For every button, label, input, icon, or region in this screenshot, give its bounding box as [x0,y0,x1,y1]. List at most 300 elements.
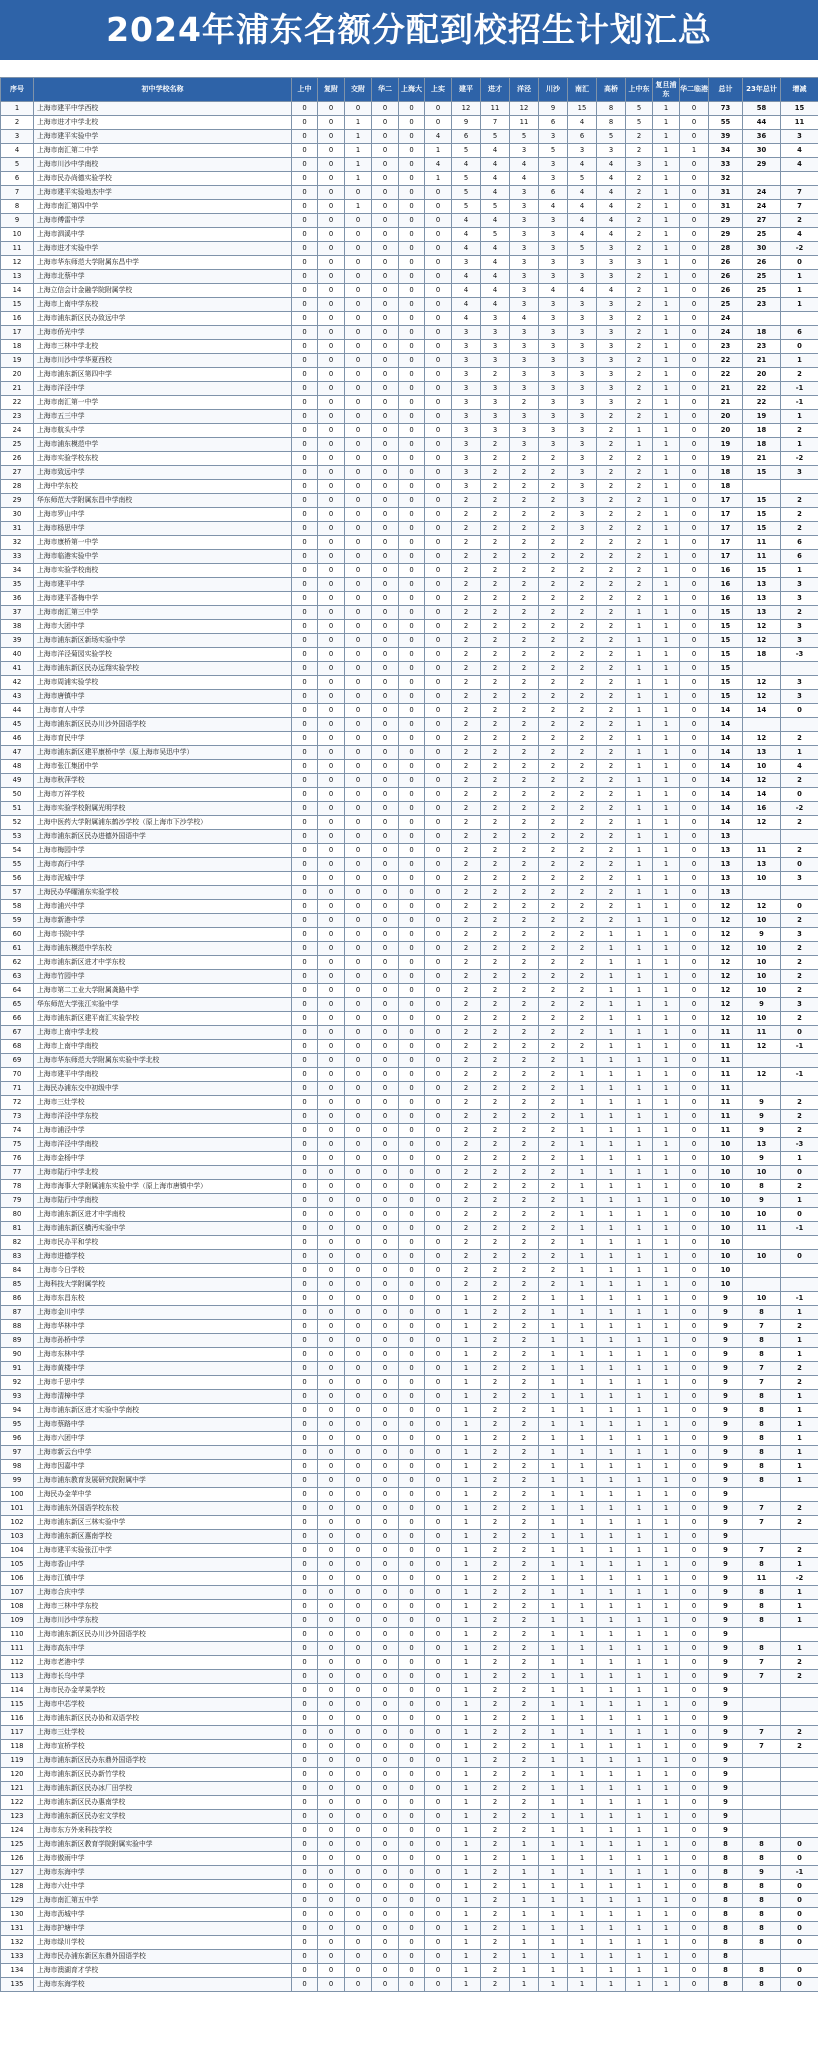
total-cell: 12 [709,900,743,914]
table-cell: 1 [452,1502,481,1516]
school-name-cell: 上海市六灶中学 [34,1880,292,1894]
change-cell: 1 [781,1418,818,1432]
last-year-total-cell: 11 [743,550,781,564]
table-cell: 1 [653,1460,680,1474]
table-row [1,1348,818,1362]
table-cell: 0 [372,1054,399,1068]
table-cell: 0 [292,1782,318,1796]
table-row [1,186,818,200]
table-row [1,1614,818,1628]
table-cell: 0 [345,508,372,522]
table-cell: 0 [318,1628,345,1642]
table-cell: 0 [680,1936,709,1950]
table-cell: 2 [539,634,568,648]
table-cell: 0 [345,256,372,270]
table-cell: 2 [452,634,481,648]
table-cell: 1 [626,1572,653,1586]
table-cell: 0 [372,214,399,228]
last-year-total-cell: 30 [743,144,781,158]
table-cell: 1 [626,774,653,788]
change-cell: 2 [781,1376,818,1390]
total-cell: 9 [709,1586,743,1600]
table-cell: 0 [345,396,372,410]
table-cell: 0 [345,1194,372,1208]
change-cell: 3 [781,690,818,704]
table-cell: 0 [292,1502,318,1516]
table-cell: 0 [399,186,425,200]
school-name-cell: 上海市三林中学北校 [34,340,292,354]
table-cell: 0 [372,326,399,340]
table-cell: 0 [318,186,345,200]
total-cell: 12 [709,1012,743,1026]
table-cell: 0 [399,1950,425,1964]
table-cell: 0 [345,1810,372,1824]
change-cell: 1 [781,1348,818,1362]
table-cell: 0 [399,928,425,942]
table-cell: 2 [452,550,481,564]
last-year-total-cell: 23 [743,298,781,312]
table-cell: 1 [597,1040,626,1054]
school-name-cell: 上海市六团中学 [34,1432,292,1446]
table-cell: 1 [568,1474,597,1488]
table-cell: 1 [597,1362,626,1376]
table-row [1,228,818,242]
table-row [1,1390,818,1404]
table-cell: 1 [452,1740,481,1754]
row-number-cell: 94 [1,1404,34,1418]
table-cell: 2 [452,522,481,536]
table-cell: 1 [626,1334,653,1348]
row-number-cell: 119 [1,1754,34,1768]
table-cell: 0 [399,130,425,144]
table-cell: 1 [653,102,680,116]
table-cell: 0 [680,1726,709,1740]
table-cell: 0 [399,1474,425,1488]
table-cell: 3 [452,340,481,354]
table-cell: 0 [680,214,709,228]
table-cell: 0 [399,1642,425,1656]
table-cell: 0 [292,1740,318,1754]
table-cell: 0 [372,1432,399,1446]
last-year-total-cell: 7 [743,1362,781,1376]
table-cell: 2 [481,1110,510,1124]
table-cell: 0 [292,732,318,746]
row-number-cell: 63 [1,970,34,984]
change-cell [781,662,818,676]
change-cell: 0 [781,1208,818,1222]
table-row [1,1558,818,1572]
table-cell: 0 [318,1390,345,1404]
table-cell: 0 [399,144,425,158]
table-cell: 0 [292,1264,318,1278]
table-cell: 2 [481,522,510,536]
last-year-total-cell: 10 [743,956,781,970]
table-cell: 2 [481,1936,510,1950]
table-cell: 4 [568,116,597,130]
table-cell: 0 [680,844,709,858]
change-cell [781,1278,818,1292]
table-cell: 0 [399,508,425,522]
table-cell: 0 [425,256,452,270]
table-cell: 1 [452,1922,481,1936]
table-cell: 1 [653,914,680,928]
table-cell: 1 [597,1670,626,1684]
column-header: 高桥 [597,78,626,102]
table-cell: 2 [568,550,597,564]
table-cell: 0 [399,1964,425,1978]
table-cell: 0 [345,718,372,732]
table-cell: 1 [653,466,680,480]
table-cell: 1 [653,1754,680,1768]
table-cell: 4 [510,172,539,186]
table-row [1,690,818,704]
table-cell: 0 [292,690,318,704]
table-cell: 2 [481,1824,510,1838]
table-cell: 0 [680,676,709,690]
table-cell: 0 [292,1852,318,1866]
table-cell: 0 [425,424,452,438]
table-cell: 0 [680,480,709,494]
table-cell: 0 [318,214,345,228]
table-cell: 0 [318,760,345,774]
total-cell: 9 [709,1530,743,1544]
table-cell: 5 [568,172,597,186]
table-cell: 0 [345,1754,372,1768]
table-cell: 1 [452,1698,481,1712]
last-year-total-cell [743,1698,781,1712]
table-cell: 1 [653,1866,680,1880]
table-cell: 0 [318,1852,345,1866]
table-cell: 0 [399,410,425,424]
table-cell: 1 [539,1558,568,1572]
table-cell: 0 [680,1404,709,1418]
table-cell: 1 [626,1292,653,1306]
row-number-cell: 102 [1,1516,34,1530]
table-cell: 1 [568,1054,597,1068]
table-cell: 1 [626,984,653,998]
table-cell: 1 [653,1572,680,1586]
total-cell: 11 [709,1040,743,1054]
table-cell: 0 [372,1726,399,1740]
row-number-cell: 96 [1,1432,34,1446]
table-cell: 2 [481,676,510,690]
table-row [1,424,818,438]
table-cell: 0 [372,998,399,1012]
table-cell: 1 [653,970,680,984]
table-cell: 1 [626,704,653,718]
table-cell: 0 [345,1236,372,1250]
table-cell: 0 [425,1460,452,1474]
table-cell: 3 [481,312,510,326]
table-cell: 1 [452,1866,481,1880]
table-cell: 1 [626,1348,653,1362]
total-cell: 15 [709,648,743,662]
table-cell: 0 [425,1068,452,1082]
table-cell: 2 [481,1208,510,1222]
last-year-total-cell: 11 [743,536,781,550]
table-cell: 1 [653,1628,680,1642]
table-cell: 1 [539,1572,568,1586]
table-cell: 5 [539,144,568,158]
last-year-total-cell: 8 [743,1418,781,1432]
table-cell: 0 [372,1558,399,1572]
change-cell: 6 [781,326,818,340]
table-cell: 0 [292,1278,318,1292]
table-cell: 0 [425,578,452,592]
total-cell: 8 [709,1880,743,1894]
table-cell: 1 [626,718,653,732]
table-cell: 0 [680,158,709,172]
table-cell: 4 [452,242,481,256]
row-number-cell: 41 [1,662,34,676]
table-cell: 0 [680,1460,709,1474]
table-cell: 2 [597,662,626,676]
school-name-cell: 上海民办金苹中学 [34,1488,292,1502]
table-cell: 0 [292,228,318,242]
table-cell: 1 [653,1936,680,1950]
table-cell: 2 [481,858,510,872]
table-cell: 0 [399,1810,425,1824]
table-cell: 2 [510,1166,539,1180]
table-cell: 0 [399,284,425,298]
table-cell: 1 [653,942,680,956]
change-cell: 1 [781,354,818,368]
table-cell: 0 [292,1040,318,1054]
table-cell: 0 [292,424,318,438]
table-cell: 2 [481,1502,510,1516]
total-cell: 20 [709,410,743,424]
table-cell: 1 [539,1880,568,1894]
table-cell: 0 [425,732,452,746]
table-cell: 1 [597,984,626,998]
table-cell: 0 [292,368,318,382]
table-cell: 2 [597,522,626,536]
table-cell: 0 [345,1880,372,1894]
change-cell: 6 [781,550,818,564]
table-row [1,1138,818,1152]
table-cell: 2 [626,354,653,368]
table-cell: 1 [539,1306,568,1320]
table-row [1,900,818,914]
table-cell: 1 [568,1124,597,1138]
table-cell: 0 [399,956,425,970]
row-number-cell: 101 [1,1502,34,1516]
table-row [1,1600,818,1614]
table-row [1,1250,818,1264]
table-cell: 1 [568,1558,597,1572]
change-cell: 0 [781,1880,818,1894]
table-cell: 1 [452,1306,481,1320]
total-cell: 14 [709,802,743,816]
table-cell: 1 [452,1292,481,1306]
total-cell: 8 [709,1852,743,1866]
table-cell: 3 [452,424,481,438]
table-row [1,1376,818,1390]
table-cell: 2 [452,704,481,718]
table-cell: 1 [597,1082,626,1096]
school-name-cell: 上海市侨光中学 [34,326,292,340]
table-cell: 0 [399,1026,425,1040]
last-year-total-cell: 8 [743,1474,781,1488]
total-cell: 9 [709,1656,743,1670]
school-name-cell: 上海市竹园中学 [34,970,292,984]
change-cell [781,1628,818,1642]
table-cell: 2 [539,1194,568,1208]
school-name-cell: 上海市因嘉中学 [34,1460,292,1474]
table-cell: 2 [452,662,481,676]
table-cell: 0 [292,130,318,144]
table-cell: 0 [292,802,318,816]
table-cell: 1 [626,1502,653,1516]
table-cell: 0 [425,1586,452,1600]
table-cell: 2 [452,998,481,1012]
change-cell: 2 [781,844,818,858]
school-name-cell: 上海市致远中学 [34,466,292,480]
last-year-total-cell [743,1712,781,1726]
table-cell: 0 [345,550,372,564]
table-cell: 2 [568,578,597,592]
table-cell: 1 [653,1250,680,1264]
column-header: 建平 [452,78,481,102]
last-year-total-cell: 7 [743,1544,781,1558]
table-cell: 2 [510,1684,539,1698]
table-cell: 0 [292,816,318,830]
total-cell: 13 [709,830,743,844]
table-row [1,858,818,872]
table-cell: 1 [510,1838,539,1852]
table-cell: 0 [399,1712,425,1726]
total-cell: 14 [709,760,743,774]
table-cell: 0 [372,1544,399,1558]
table-cell: 0 [345,1390,372,1404]
table-cell: 1 [568,1152,597,1166]
table-cell: 2 [568,760,597,774]
table-cell: 0 [399,1166,425,1180]
table-cell: 0 [292,1600,318,1614]
table-cell: 0 [680,494,709,508]
change-cell [781,1950,818,1964]
school-name-cell: 上海市南汇第三中学 [34,606,292,620]
table-cell: 0 [680,1516,709,1530]
table-cell: 1 [653,1656,680,1670]
table-cell: 3 [510,424,539,438]
row-number-cell: 15 [1,298,34,312]
table-cell: 0 [425,228,452,242]
table-cell: 1 [626,1908,653,1922]
row-number-cell: 65 [1,998,34,1012]
row-number-cell: 93 [1,1390,34,1404]
table-cell: 0 [372,1796,399,1810]
table-cell: 2 [452,886,481,900]
table-cell: 0 [680,1054,709,1068]
table-cell: 2 [597,508,626,522]
table-cell: 3 [539,396,568,410]
table-cell: 0 [345,942,372,956]
last-year-total-cell: 26 [743,256,781,270]
change-cell: -1 [781,382,818,396]
table-cell: 0 [318,1306,345,1320]
table-row [1,956,818,970]
table-cell: 2 [568,634,597,648]
table-row [1,620,818,634]
table-cell: 0 [292,830,318,844]
table-cell: 2 [481,1838,510,1852]
table-cell: 1 [597,1614,626,1628]
table-row [1,1474,818,1488]
table-cell: 0 [399,1040,425,1054]
table-cell: 3 [568,480,597,494]
row-number-cell: 76 [1,1152,34,1166]
table-cell: 1 [568,1362,597,1376]
row-number-cell: 60 [1,928,34,942]
table-cell: 5 [452,144,481,158]
table-row [1,1572,818,1586]
table-cell: 0 [318,158,345,172]
table-cell: 0 [399,578,425,592]
table-cell: 2 [626,242,653,256]
table-cell: 2 [568,676,597,690]
table-cell: 0 [425,298,452,312]
last-year-total-cell [743,1236,781,1250]
table-cell: 0 [372,1096,399,1110]
last-year-total-cell: 8 [743,1432,781,1446]
row-number-cell: 132 [1,1936,34,1950]
table-cell: 2 [510,1376,539,1390]
table-cell: 0 [345,354,372,368]
last-year-total-cell: 8 [743,1838,781,1852]
table-cell: 0 [318,872,345,886]
table-cell: 0 [680,1614,709,1628]
table-cell: 0 [318,1418,345,1432]
table-cell: 1 [597,1418,626,1432]
table-cell: 0 [345,1292,372,1306]
row-number-cell: 13 [1,270,34,284]
table-cell: 2 [481,368,510,382]
table-cell: 0 [318,1754,345,1768]
table-cell: 0 [345,480,372,494]
total-cell: 17 [709,508,743,522]
table-cell: 2 [510,1446,539,1460]
table-cell: 1 [568,1068,597,1082]
table-cell: 2 [539,662,568,676]
table-cell: 0 [399,1558,425,1572]
table-cell: 4 [481,172,510,186]
school-name-cell: 上海市护塘中学 [34,1922,292,1936]
table-cell: 0 [425,718,452,732]
table-row [1,1782,818,1796]
table-cell: 1 [653,1390,680,1404]
table-cell: 2 [452,956,481,970]
table-cell: 2 [626,452,653,466]
change-cell: 0 [781,788,818,802]
table-cell: 0 [292,760,318,774]
table-cell: 2 [481,1530,510,1544]
table-cell: 3 [510,270,539,284]
table-cell: 2 [510,1054,539,1068]
row-number-cell: 28 [1,480,34,494]
table-row [1,1922,818,1936]
table-cell: 2 [539,830,568,844]
table-cell: 1 [653,228,680,242]
table-cell: 1 [597,1292,626,1306]
table-cell: 0 [345,1964,372,1978]
row-number-cell: 44 [1,704,34,718]
table-cell: 4 [597,158,626,172]
table-row [1,1852,818,1866]
table-cell: 0 [425,1600,452,1614]
change-cell: 3 [781,872,818,886]
row-number-cell: 12 [1,256,34,270]
